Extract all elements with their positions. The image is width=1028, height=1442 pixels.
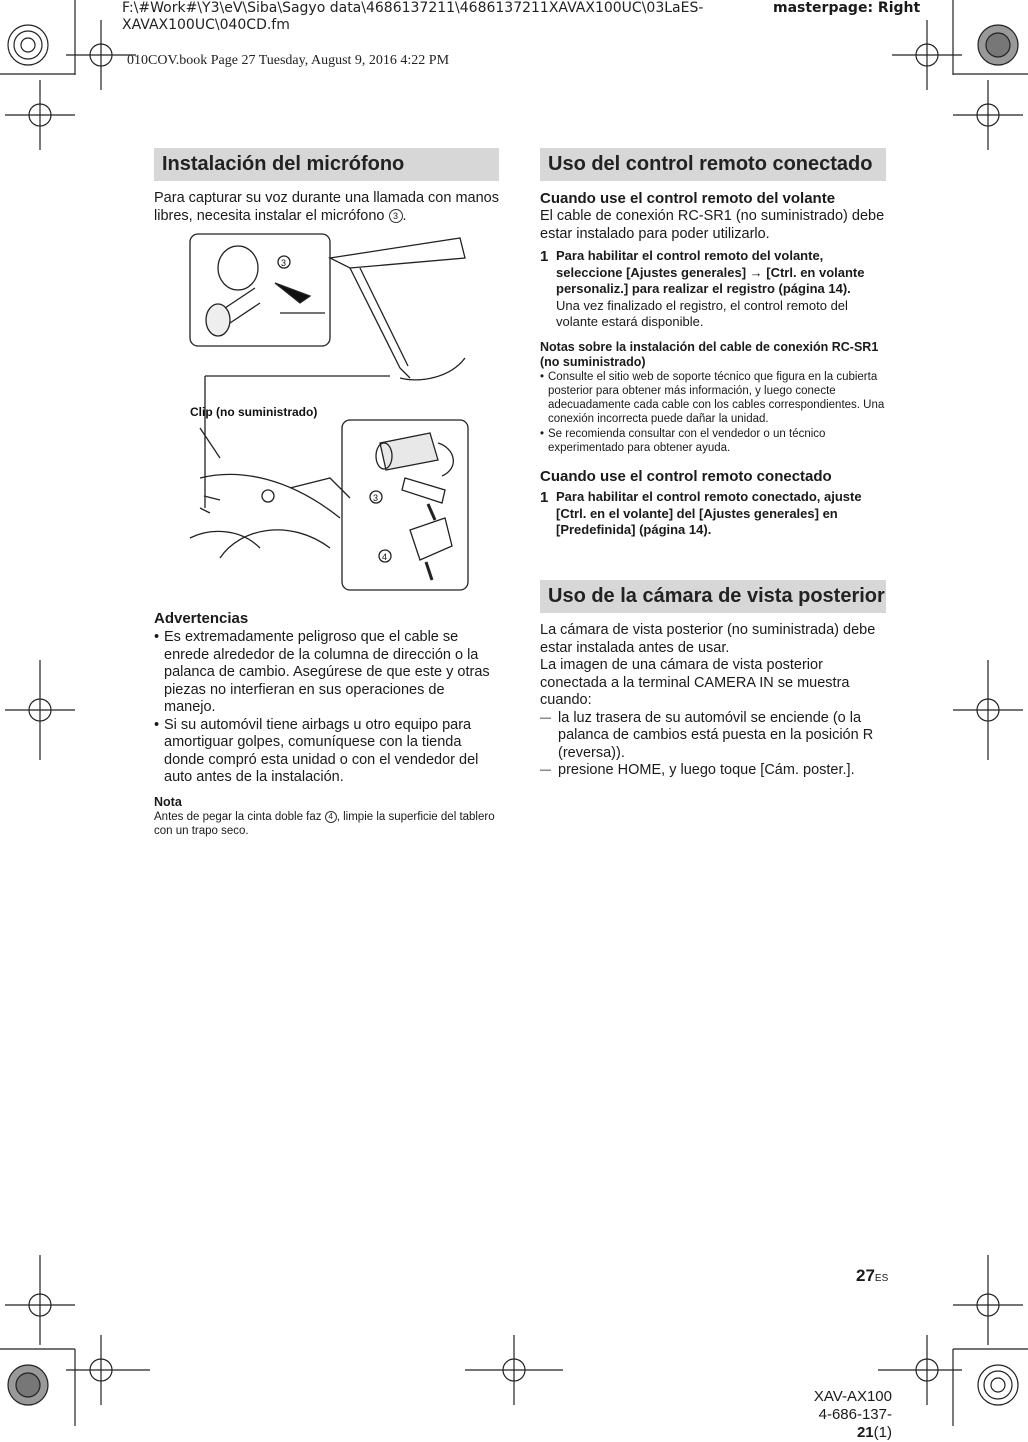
step-result: Una vez finalizado el registro, el control remoto del volante estará disponible. (556, 297, 848, 329)
warnings-title: Advertencias (154, 610, 249, 627)
note-post: , limpie la superficie del tablero con un trapo seco. (154, 810, 495, 837)
part-number-pre: 4-686-137- (818, 1406, 892, 1423)
section-header-remote: Uso del control remoto conectado (540, 148, 886, 181)
warnings-block (154, 610, 499, 839)
callout-ref-4: 4 (325, 811, 337, 823)
warning-item: • Si su automóvil tiene airbags u otro equipo para amortiguar golpes, comuníquese con la tienda donde compró esta unidad o con el vendedor del auto antes de la instalación. (154, 717, 499, 787)
notes-title: Notas sobre la instalación del cable de conexión RC-SR1 (no suministrado) (540, 339, 879, 369)
camera-condition: — presione HOME, y luego toque [Cám. poster.]. (540, 762, 886, 780)
step-number: 1 (540, 489, 549, 507)
steering-title: Cuando use el control remoto del volante (540, 190, 836, 207)
page-number-value: 27 (856, 1266, 875, 1285)
wired-title: Cuando use el control remoto conectado (540, 468, 832, 486)
model-name: XAV-AX100 (813, 1388, 892, 1405)
figure-callout-3-top: 3 (281, 258, 287, 268)
page-number (856, 1266, 888, 1286)
intro-text: Para capturar su voz durante una llamada con manos libres, necesita instalar el micrófono (154, 190, 499, 224)
camera-block (540, 622, 886, 780)
note-title: Nota (154, 794, 182, 809)
warning-item: • Es extremadamente peligroso que el cable se enrede alrededor de la columna de dirección o la palanca de cambio. Asegúrese de que este y otras piezas no interfieran en sus operaciones de manejo. (154, 629, 499, 717)
masterpage-label: masterpage: Right (773, 0, 921, 16)
page-language-suffix: ES (874, 1273, 889, 1284)
rosette-mark-tl (8, 25, 48, 65)
rosette-mark-bl (8, 1365, 48, 1405)
intro-end: . (402, 207, 407, 224)
clip-label: Clip (no suministrado) (190, 405, 318, 419)
camera-paragraph-1: La cámara de vista posterior (no suministrada) debe estar instalada antes de usar. (540, 622, 876, 656)
camera-paragraph-2: La imagen de una cámara de vista posterior conectada a la terminal CAMERA IN se muestra cuando: (540, 657, 850, 708)
rosette-mark-tr (978, 25, 1018, 65)
part-number-bold: 21 (856, 1424, 874, 1441)
model-info (790, 1388, 892, 1442)
file-path-line1: F:\#Work#\Y3\eV\Siba\Sagyo data\4686137211\4686137211XAVAX100UC\03LaES- (122, 0, 704, 16)
left-intro (154, 190, 499, 225)
book-info-line: 010COV.book Page 27 Tuesday, August 9, 2016 4:22 PM (127, 53, 450, 68)
step-instruction: Para habilitar el control remoto del volante, seleccione [Ajustes generales] → [Ctrl. en volante personaliz.] para realizar el registro (página 14). (556, 248, 865, 296)
part-number-post: (1) (873, 1424, 892, 1441)
step-number: 1 (540, 248, 549, 265)
section-header-microphone: Instalación del micrófono (154, 148, 499, 181)
part-number (790, 1406, 892, 1442)
note-text (154, 810, 499, 839)
microphone-installation-illustration (180, 228, 480, 594)
figure-callout-4: 4 (382, 552, 388, 562)
rosette-mark-br (978, 1365, 1018, 1405)
camera-condition: — la luz trasera de su automóvil se enciende (o la palanca de cambios está puesta en la posición R (reversa)). (540, 710, 886, 763)
steering-text: El cable de conexión RC-SR1 (no suministrado) debe estar instalado para poder utilizarlo. (540, 208, 885, 242)
note-item: • Consulte el sitio web de soporte técnico que figura en la cubierta posterior para obtener más información, y luego conecte adecuadamente cada cable con los cables correspondientes. Una conexión incorrecta puede dañar la unidad. (540, 370, 886, 427)
step-instruction: Para habilitar el control remoto conectado, ajuste [Ctrl. en el volante] del [Ajustes generales] en [Predefinida] (página 14). (556, 489, 862, 538)
section-header-camera: Uso de la cámara de vista posterior (540, 580, 886, 613)
callout-ref-3: 3 (389, 209, 403, 223)
intro-paragraph (154, 190, 499, 225)
step-steering (540, 248, 886, 331)
crosshair-mark-tr (892, 20, 962, 90)
figure-callout-3-bottom: 3 (373, 493, 379, 503)
file-path (122, 0, 703, 34)
note-pre: Antes de pegar la cinta doble faz (154, 810, 322, 823)
step-wired (540, 489, 886, 539)
file-path-line2: XAVAX100UC\040CD.fm (122, 17, 290, 33)
note-item: • Se recomienda consultar con el vendedor o un técnico experimentado para obtener ayuda. (540, 427, 886, 456)
remote-block (540, 190, 886, 539)
